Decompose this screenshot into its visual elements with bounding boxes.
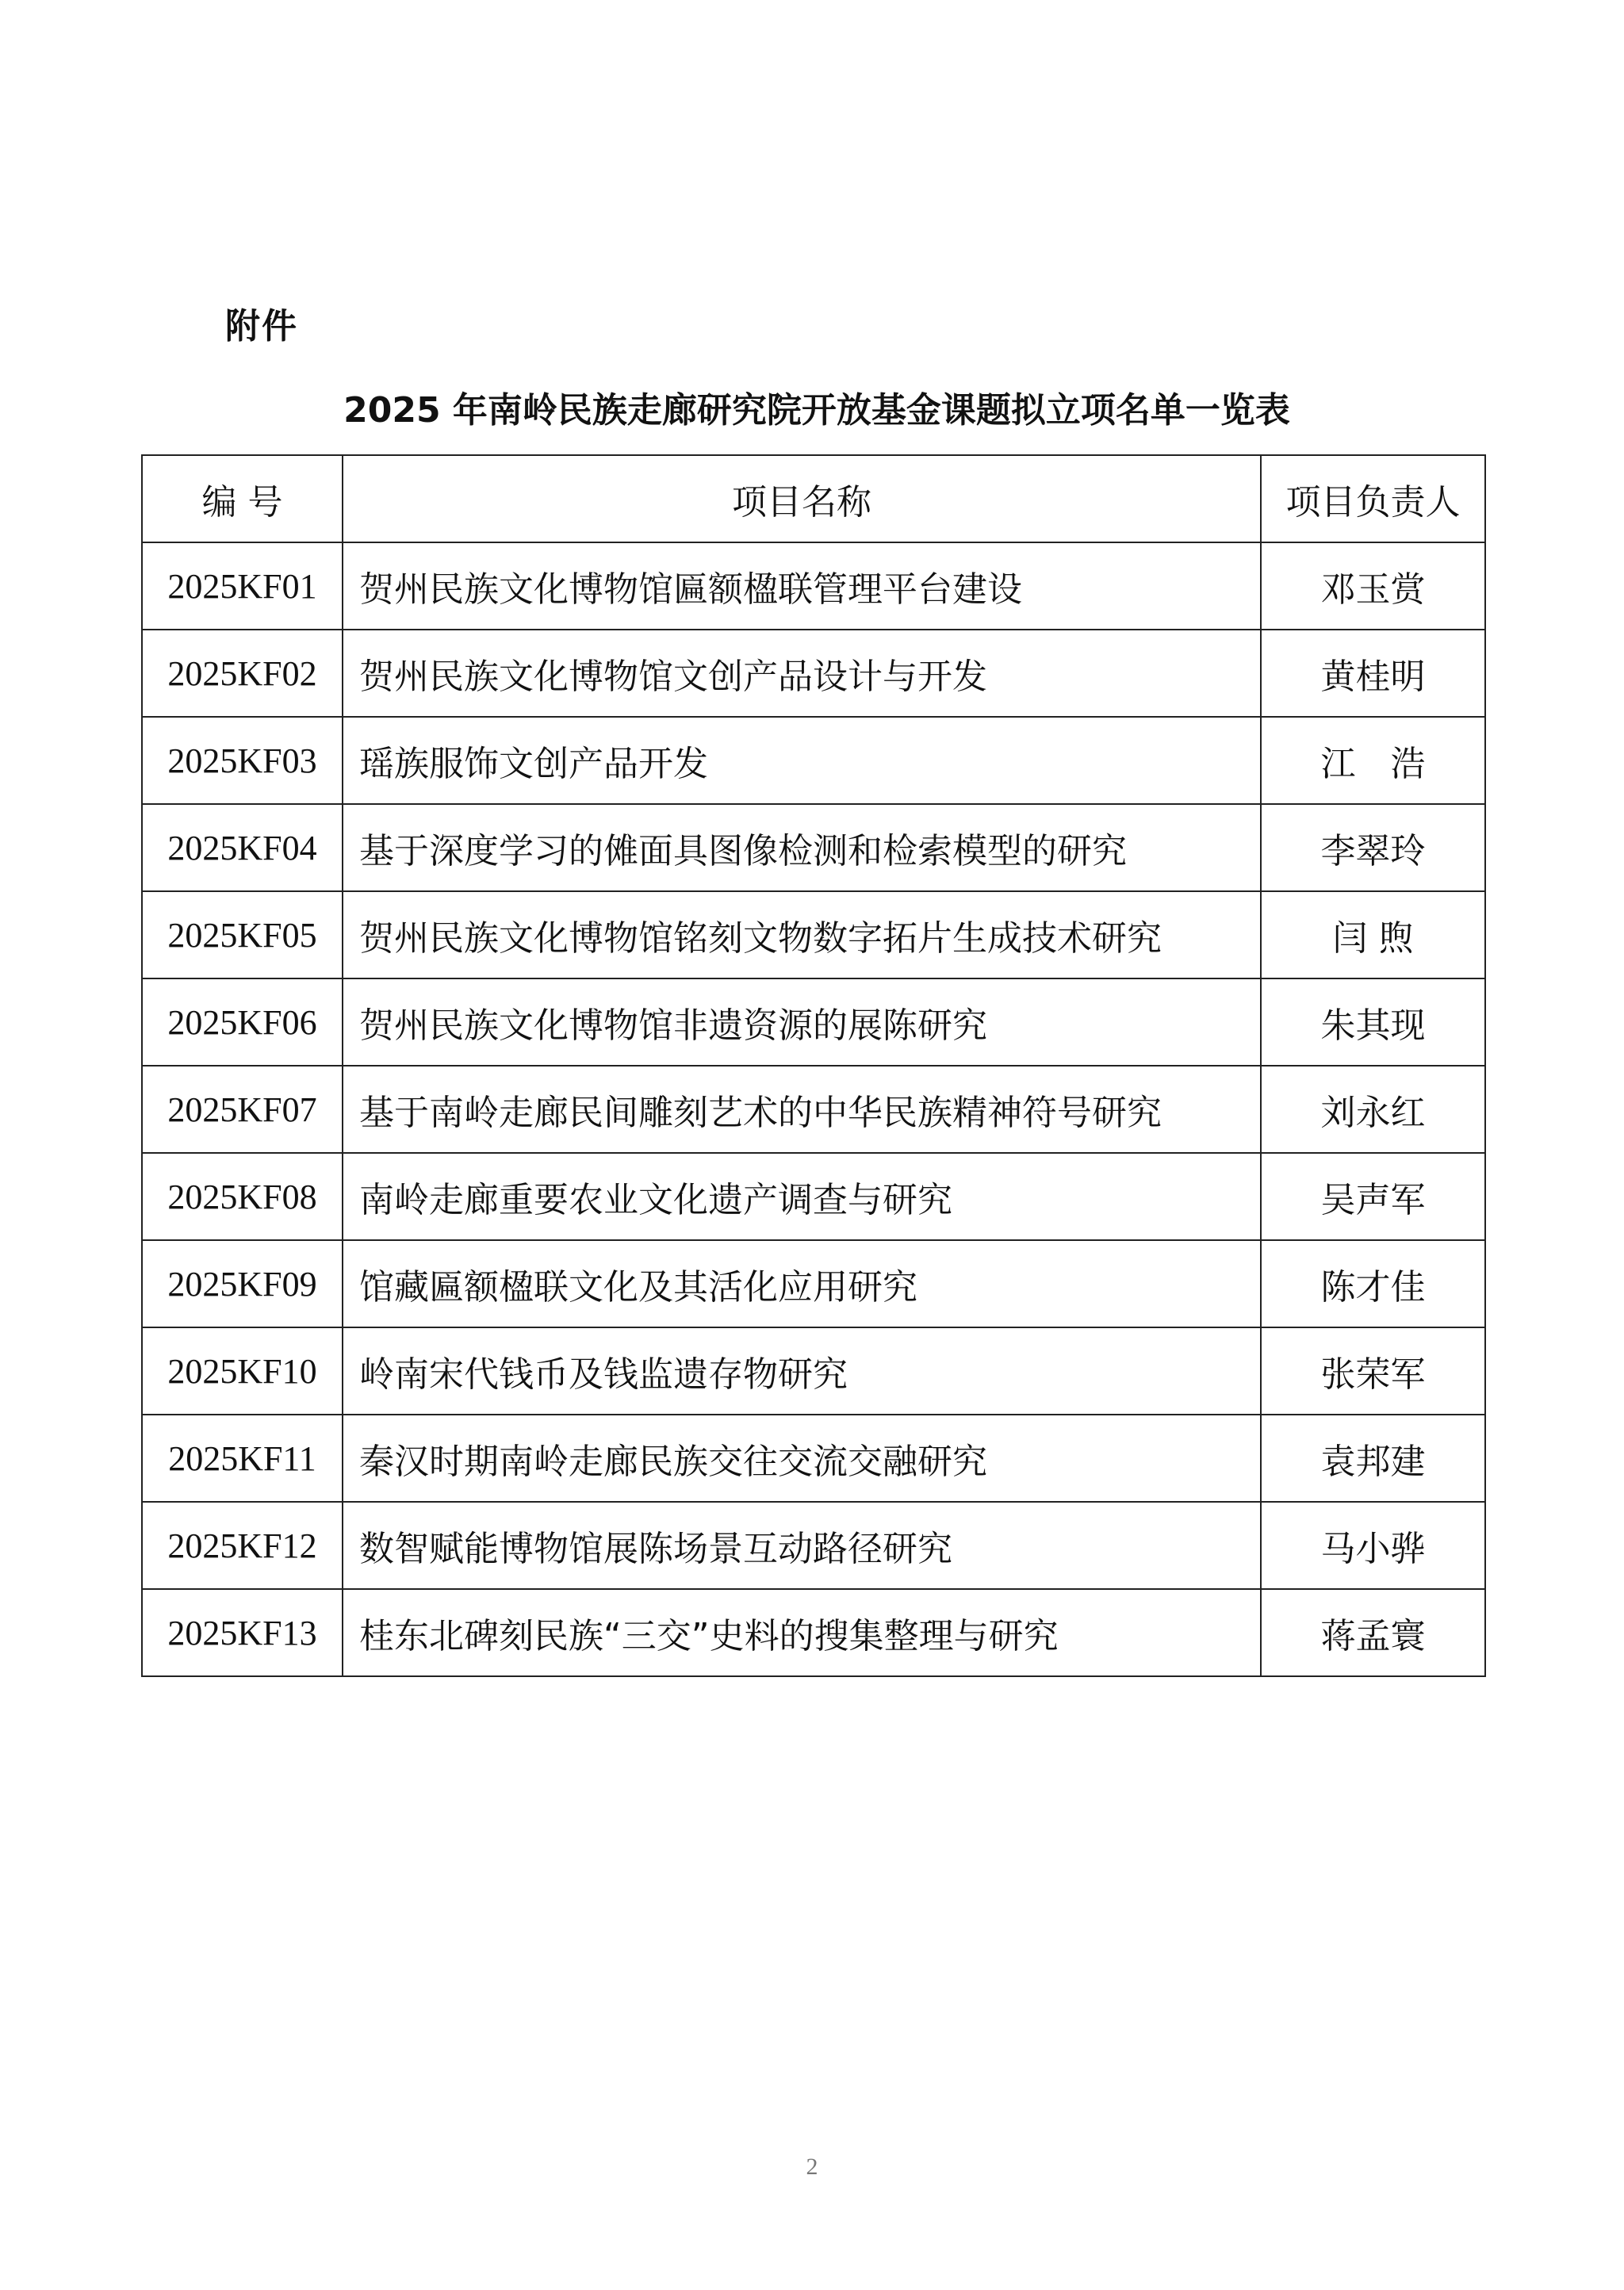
- project-name: 基于深度学习的傩面具图像检测和检索模型的研究: [343, 804, 1261, 891]
- project-lead: 蒋孟寰: [1261, 1589, 1485, 1676]
- table-row: [142, 630, 1485, 717]
- header-lead: 项目负责人: [1261, 455, 1485, 542]
- project-lead: 朱其现: [1261, 978, 1485, 1066]
- project-code: 2025KF11: [142, 1415, 343, 1502]
- table-row: [142, 542, 1485, 630]
- table-row: [142, 1153, 1485, 1240]
- project-lead: 邓玉赏: [1261, 542, 1485, 630]
- project-lead: 黄桂明: [1261, 630, 1485, 717]
- project-code: 2025KF03: [142, 717, 343, 804]
- project-name: 数智赋能博物馆展陈场景互动路径研究: [343, 1502, 1261, 1589]
- table-row: [142, 1327, 1485, 1415]
- project-code: 2025KF12: [142, 1502, 343, 1589]
- table-row: [142, 978, 1485, 1066]
- project-lead: 李翠玲: [1261, 804, 1485, 891]
- project-code: 2025KF09: [142, 1240, 343, 1327]
- project-name: 桂东北碑刻民族“三交”史料的搜集整理与研究: [343, 1589, 1261, 1676]
- project-name: 贺州民族文化博物馆非遗资源的展陈研究: [343, 978, 1261, 1066]
- project-name: 岭南宋代钱币及钱监遗存物研究: [343, 1327, 1261, 1415]
- header-name: 项目名称: [343, 455, 1261, 542]
- table-row: [142, 717, 1485, 804]
- project-code: 2025KF08: [142, 1153, 343, 1240]
- project-code: 2025KF02: [142, 630, 343, 717]
- table-header-row: [142, 455, 1485, 542]
- project-lead: 吴声军: [1261, 1153, 1485, 1240]
- page-number: 2: [806, 2154, 818, 2180]
- project-name: 贺州民族文化博物馆铭刻文物数字拓片生成技术研究: [343, 891, 1261, 978]
- project-code: 2025KF07: [142, 1066, 343, 1153]
- attachment-label: 附件: [225, 306, 298, 347]
- project-list-table: [141, 454, 1486, 1677]
- document-title: 2025 年南岭民族走廊研究院开放基金课题拟立项名单一览表: [343, 390, 1290, 431]
- project-lead: 马小骅: [1261, 1502, 1485, 1589]
- project-name: 贺州民族文化博物馆匾额楹联管理平台建设: [343, 542, 1261, 630]
- project-lead: 刘永红: [1261, 1066, 1485, 1153]
- project-code: 2025KF10: [142, 1327, 343, 1415]
- table-row: [142, 1502, 1485, 1589]
- project-name: 秦汉时期南岭走廊民族交往交流交融研究: [343, 1415, 1261, 1502]
- project-code: 2025KF04: [142, 804, 343, 891]
- table-row: [142, 804, 1485, 891]
- project-lead: 张荣军: [1261, 1327, 1485, 1415]
- project-code: 2025KF13: [142, 1589, 343, 1676]
- project-code: 2025KF06: [142, 978, 343, 1066]
- project-name: 基于南岭走廊民间雕刻艺术的中华民族精神符号研究: [343, 1066, 1261, 1153]
- table-row: [142, 1415, 1485, 1502]
- project-lead: 闫 煦: [1261, 891, 1485, 978]
- header-code: 编 号: [142, 455, 343, 542]
- project-code: 2025KF01: [142, 542, 343, 630]
- table-row: [142, 1589, 1485, 1676]
- project-name: 南岭走廊重要农业文化遗产调查与研究: [343, 1153, 1261, 1240]
- table-row: [142, 1066, 1485, 1153]
- project-lead: 袁邦建: [1261, 1415, 1485, 1502]
- table-body: [142, 542, 1485, 1676]
- project-name: 贺州民族文化博物馆文创产品设计与开发: [343, 630, 1261, 717]
- project-name: 瑶族服饰文创产品开发: [343, 717, 1261, 804]
- table-row: [142, 891, 1485, 978]
- project-lead: 陈才佳: [1261, 1240, 1485, 1327]
- project-name: 馆藏匾额楹联文化及其活化应用研究: [343, 1240, 1261, 1327]
- project-lead: 江 浩: [1261, 717, 1485, 804]
- table-row: [142, 1240, 1485, 1327]
- project-code: 2025KF05: [142, 891, 343, 978]
